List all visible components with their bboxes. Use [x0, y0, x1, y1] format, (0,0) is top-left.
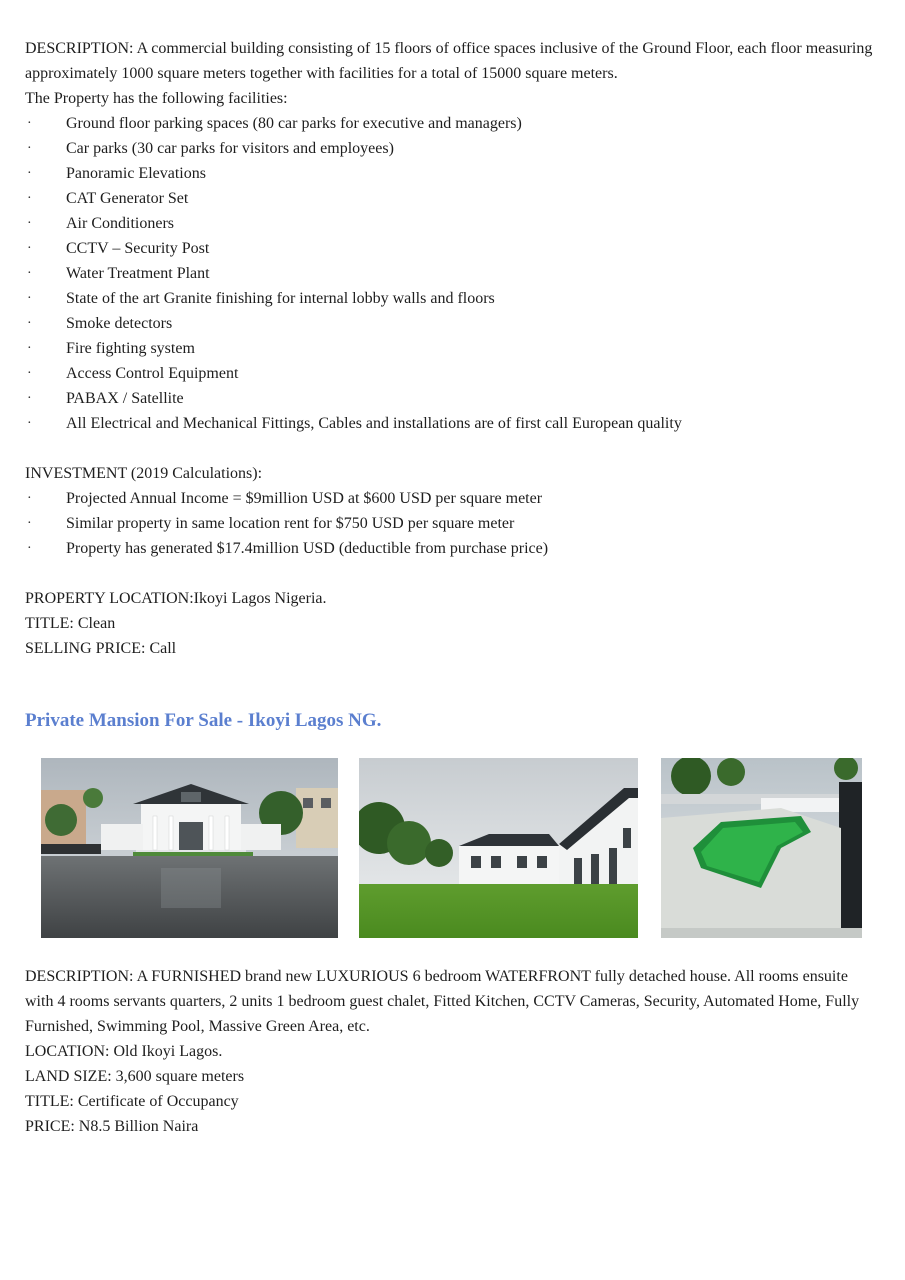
- mansion-lawn-photo: [359, 758, 638, 938]
- list-item-text: CAT Generator Set: [66, 190, 189, 207]
- list-item-text: Panoramic Elevations: [66, 165, 206, 182]
- list-item-text: PABAX / Satellite: [66, 390, 184, 407]
- list-item-text: CCTV – Security Post: [66, 240, 210, 257]
- bullet-icon: ·: [27, 416, 32, 431]
- list-item: [25, 211, 885, 236]
- mansion-land-size: LAND SIZE: 3,600 square meters: [25, 1068, 245, 1085]
- list-item: [25, 511, 885, 536]
- mansion-front-photo: [41, 758, 338, 938]
- selling-price: SELLING PRICE: Call: [25, 640, 177, 657]
- list-item: [25, 111, 885, 136]
- mansion-description: DESCRIPTION: A FURNISHED brand new LUXURIOUS 6 bedroom WATERFRONT fully detached house. All rooms ensuite with 4 rooms servants quarters, 2 units 1 bedroom guest chalet, Fitted Kitchen, CCTV Cameras, Security, Automated Home, Fully Furnished, Swimming Pool, Massive Green Area, etc.: [25, 968, 860, 1035]
- list-item-text: Ground floor parking spaces (80 car parks for executive and managers): [66, 115, 522, 132]
- bullet-icon: ·: [27, 116, 32, 131]
- facilities-list: [25, 111, 885, 436]
- bullet-icon: ·: [27, 291, 32, 306]
- list-item: [25, 261, 885, 286]
- list-item: [25, 161, 885, 186]
- list-item-text: Fire fighting system: [66, 340, 195, 357]
- property-title: TITLE: Clean: [25, 615, 116, 632]
- list-item-text: All Electrical and Mechanical Fittings, Cables and installations are of first call European quality: [66, 415, 682, 432]
- list-item-text: Projected Annual Income = $9million USD at $600 USD per square meter: [66, 490, 543, 507]
- list-item-text: Water Treatment Plant: [66, 265, 210, 282]
- list-item-text: Access Control Equipment: [66, 365, 239, 382]
- list-item: [25, 386, 885, 411]
- bullet-icon: ·: [27, 266, 32, 281]
- list-item-text: Similar property in same location rent for $750 USD per square meter: [66, 515, 515, 532]
- commercial-description: DESCRIPTION: A commercial building consisting of 15 floors of office spaces inclusive of the Ground Floor, each floor measuring approximately 1000 square meters together with facilities for a total of 15000 square meters.: [25, 40, 873, 82]
- bullet-icon: ·: [27, 391, 32, 406]
- list-item: [25, 236, 885, 261]
- investment-heading: INVESTMENT (2019 Calculations):: [25, 465, 263, 482]
- bullet-icon: ·: [27, 141, 32, 156]
- property-location: PROPERTY LOCATION:Ikoyi Lagos Nigeria.: [25, 590, 327, 607]
- list-item: [25, 186, 885, 211]
- bullet-icon: ·: [27, 241, 32, 256]
- mansion-location: LOCATION: Old Ikoyi Lagos.: [25, 1043, 223, 1060]
- bullet-icon: ·: [27, 216, 32, 231]
- facilities-intro: The Property has the following facilities:: [25, 90, 288, 107]
- bullet-icon: ·: [27, 541, 32, 556]
- list-item: [25, 411, 885, 436]
- list-item: [25, 336, 885, 361]
- mansion-price: PRICE: N8.5 Billion Naira: [25, 1118, 199, 1135]
- list-item-text: Car parks (30 car parks for visitors and employees): [66, 140, 394, 157]
- list-item: [25, 361, 885, 386]
- investment-list: [25, 486, 885, 561]
- list-item: [25, 486, 885, 511]
- commercial-listing: [25, 36, 885, 661]
- bullet-icon: ·: [27, 316, 32, 331]
- list-item: [25, 311, 885, 336]
- list-item-text: Smoke detectors: [66, 315, 173, 332]
- mansion-listing: [25, 964, 875, 1139]
- bullet-icon: ·: [27, 166, 32, 181]
- mansion-title: TITLE: Certificate of Occupancy: [25, 1093, 239, 1110]
- list-item-text: Air Conditioners: [66, 215, 174, 232]
- list-item-text: State of the art Granite finishing for internal lobby walls and floors: [66, 290, 495, 307]
- bullet-icon: ·: [27, 491, 32, 506]
- bullet-icon: ·: [27, 191, 32, 206]
- list-item-text: Property has generated $17.4million USD (deductible from purchase price): [66, 540, 549, 557]
- bullet-icon: ·: [27, 366, 32, 381]
- mansion-heading: Private Mansion For Sale - Ikoyi Lagos NG.: [25, 710, 382, 731]
- list-item: [25, 286, 885, 311]
- list-item: [25, 136, 885, 161]
- swimming-pool-photo: [661, 758, 862, 938]
- bullet-icon: ·: [27, 341, 32, 356]
- list-item: [25, 536, 885, 561]
- bullet-icon: ·: [27, 516, 32, 531]
